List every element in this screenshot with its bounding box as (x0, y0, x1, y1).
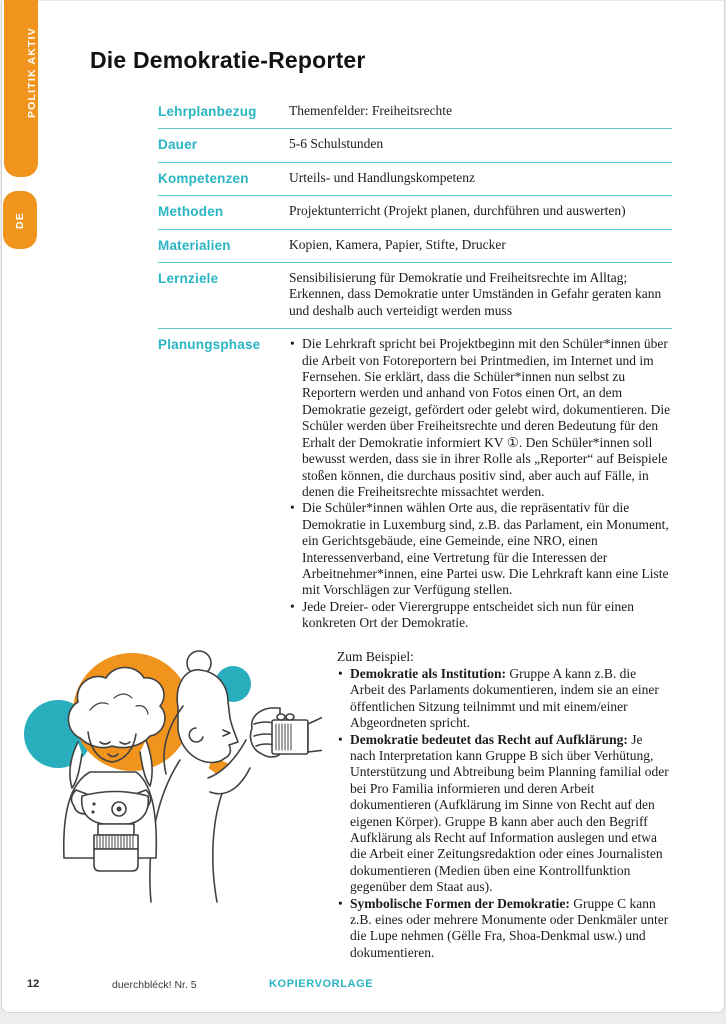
page-title: Die Demokratie-Reporter (90, 47, 366, 74)
row-value: Kopien, Kamera, Papier, Stifte, Drucker (289, 236, 506, 252)
planning-bullet: • Jede Dreier- oder Vierergruppe entscheidet sich nun für einen konkreten Ort der Demokratie. (289, 599, 672, 632)
row-label: Methoden (158, 204, 224, 220)
table-row-materialien (158, 230, 672, 263)
illustration-two-reporters (18, 646, 322, 924)
example-item: • Demokratie als Institution: Gruppe A kann z.B. die Arbeit des Parlaments dokumentieren, indem sie an einer öffentlichen Sitzung teilnimmt und mit einem/einer Abgeordneten spricht. (337, 666, 669, 732)
examples-block (337, 649, 669, 962)
row-value: 5-6 Schulstunden (289, 136, 384, 152)
examples-intro: Zum Beispiel: (337, 648, 414, 664)
row-label: Lernziele (158, 271, 219, 287)
row-value: Sensibilisierung für Demokratie und Freiheitsrechte im Alltag; Erkennen, dass Demokratie unter Umständen in Gefahr geraten kann und deshalb auch verteidigt werden muss (289, 270, 662, 318)
row-value: Projektunterricht (Projekt planen, durchführen und auswerten) (289, 203, 626, 219)
table-row-dauer (158, 129, 672, 162)
sidebar-tab-politik-label: POLITIK AKTIV (26, 27, 38, 119)
sidebar-tab-politik-aktiv (4, 0, 38, 177)
planning-bullet-list (289, 336, 672, 631)
row-label: Materialien (158, 237, 231, 253)
row-label: Planungsphase (158, 337, 261, 353)
page-number: 12 (27, 978, 40, 990)
kopiervorlage-tag: KOPIERVORLAGE (269, 978, 374, 990)
examples-list (337, 666, 669, 961)
document-page (1, 0, 725, 1013)
example-item: • Symbolische Formen der Demokratie: Gruppe C kann z.B. eines oder mehrere Monumente oder Denkmäler unter die Lupe nehmen (Gëlle Fra, Shoa-Denkmal usw.) und dokumentieren. (337, 896, 669, 962)
row-label: Lehrplanbezug (158, 104, 257, 119)
example-item: • Demokratie bedeutet das Recht auf Aufklärung: Je nach Interpretation kann Gruppe B sich über Verhütung, Unterstützung und Abtreibung beim Planning familial oder bei Pro Familia informieren und deren Arbeit dokumentieren (Aufklärung im Sinne von Recht auf den eigenen Körper). Gruppe B kann aber auch den Begriff Aufklärung als Recht auf Information auslegen und etwa die Arbeit einer Zeitungsredaktion oder eines Journalisten dokumentieren (Medien üben eine Kontrollfunktion gegenüber dem Staat aus). (337, 732, 669, 896)
planning-bullet: • Die Lehrkraft spricht bei Projektbeginn mit den Schüler*innen über die Arbeit von Fotoreportern bei Printmedien, im Internet und im Fernsehen. Sie erklärt, dass die Schüler*innen nun selbst zu Reportern werden und anhand von Fotos einen Ort, an dem Demokratie gezeigt, gefördert oder gelebt wird, dokumentieren. Die Schüler werden über Freiheitsrechte und deren Bedeutung für den Erhalt der Demokratie informiert KV ①. Den Schüler*innen soll bewusst werden, dass sie in ihrer Rolle als „Reporter“ auf Beispiele stoßen können, die durchaus positiv sind, aber auch auf Fälle, in denen die Freiheitsrechte missachtet werden. (289, 336, 672, 500)
row-label: Dauer (158, 137, 198, 153)
table-row-lehrplanbezug (158, 96, 672, 129)
video-camera (272, 714, 322, 754)
planning-bullet: • Die Schüler*innen wählen Orte aus, die repräsentativ für die Demokratie in Luxemburg sind, z.B. das Parlament, ein Monument, ein Gerichtsgebäude, eine Gemeinde, eine NRO, einen Interessenverband, eine Vertretung für die Interessen der Arbeitnehmer*innen, eine Partei usw. Die Lehrkraft kann eine Liste mit Vorschlägen zur Verfügung stellen. (289, 500, 672, 598)
sidebar-tab-de-label: DE (14, 211, 26, 229)
table-row-kompetenzen (158, 163, 672, 196)
row-value: Themenfelder: Freiheitsrechte (289, 103, 453, 118)
planning-content (289, 336, 672, 961)
publication-name: duerchbléck! Nr. 5 (112, 979, 197, 991)
sidebar-tab-de (3, 191, 37, 249)
row-value: Urteils- und Handlungskompetenz (289, 169, 475, 185)
row-label: Kompetenzen (158, 170, 249, 186)
table-row-lernziele (158, 263, 672, 329)
table-row-methoden (158, 196, 672, 229)
